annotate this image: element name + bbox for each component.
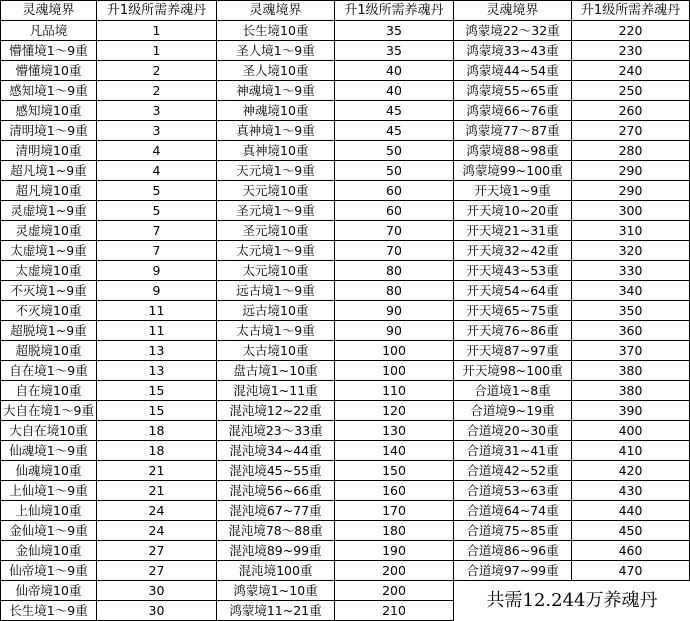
realm-cell: 清明境1〜9重 [1,121,97,141]
pills-cell: 3 [97,101,217,121]
realm-cell: 上仙境1〜9重 [1,481,97,501]
table-row [1,541,690,561]
table-row [1,521,690,541]
pills-cell: 130 [335,421,454,441]
pills-cell: 200 [335,561,454,581]
table-row [1,501,690,521]
pills-cell: 40 [335,61,454,81]
realm-cell: 仙魂境1〜9重 [1,441,97,461]
pills-cell: 330 [572,261,690,281]
pills-cell: 50 [335,161,454,181]
pills-cell: 80 [335,261,454,281]
realm-cell: 开天境21~31重 [454,221,572,241]
pills-cell: 290 [572,181,690,201]
pills-cell: 7 [97,241,217,261]
realm-cell: 合道境42~52重 [454,461,572,481]
realm-cell: 懵懂境10重 [1,61,97,81]
realm-cell: 鸿蒙境44~54重 [454,61,572,81]
realm-cell: 鸿蒙境22〜32重 [454,21,572,41]
pills-cell: 280 [572,141,690,161]
pills-cell: 440 [572,501,690,521]
pills-cell: 13 [97,341,217,361]
pills-cell: 250 [572,81,690,101]
table-row [1,121,690,141]
pills-cell: 160 [335,481,454,501]
realm-cell: 混沌境78〜88重 [217,521,335,541]
realm-cell: 真神境1〜9重 [217,121,335,141]
pills-cell: 9 [97,281,217,301]
pills-cell: 420 [572,461,690,481]
realm-cell: 鸿蒙境11~21重 [217,601,335,621]
pills-cell: 70 [335,241,454,261]
realm-cell: 鸿蒙境66~76重 [454,101,572,121]
header-pills: 升1级所需养魂丹 [335,1,454,21]
table-row [1,221,690,241]
realm-cell: 混沌境23〜33重 [217,421,335,441]
realm-cell: 仙帝境1〜9重 [1,561,97,581]
table-row [1,361,690,381]
pills-cell: 70 [335,221,454,241]
realm-cell: 开天境32~42重 [454,241,572,261]
realm-cell: 合道境86~96重 [454,541,572,561]
realm-cell: 清明境10重 [1,141,97,161]
pills-cell: 7 [97,221,217,241]
pills-cell: 15 [97,381,217,401]
pills-cell: 1 [97,21,217,41]
pills-cell: 230 [572,41,690,61]
realm-cell: 超脱境1~9重 [1,321,97,341]
pills-cell: 240 [572,61,690,81]
realm-cell: 开天境54~64重 [454,281,572,301]
realm-cell: 鸿蒙境55~65重 [454,81,572,101]
realm-cell: 自在境10重 [1,381,97,401]
realm-cell: 合道境20~30重 [454,421,572,441]
pills-cell: 270 [572,121,690,141]
pills-cell: 30 [97,601,217,621]
pills-cell: 380 [572,381,690,401]
pills-cell: 450 [572,521,690,541]
realm-cell: 混沌境34~44重 [217,441,335,461]
realm-cell: 感知境10重 [1,101,97,121]
realm-cell: 灵虚境10重 [1,221,97,241]
realm-cell: 混沌境67~77重 [217,501,335,521]
header-row [1,1,690,21]
pills-cell: 260 [572,101,690,121]
realm-cell: 太虚境1~9重 [1,241,97,261]
table-row [1,101,690,121]
realm-cell: 圣人境1〜9重 [217,41,335,61]
pills-cell: 170 [335,501,454,521]
pills-cell: 5 [97,201,217,221]
realm-cell: 仙魂境10重 [1,461,97,481]
pills-cell: 27 [97,561,217,581]
table-row [1,281,690,301]
realm-cell: 混沌境89~99重 [217,541,335,561]
realm-cell: 合道境53~63重 [454,481,572,501]
pills-cell: 4 [97,161,217,181]
pills-cell: 180 [335,521,454,541]
pills-cell: 110 [335,381,454,401]
pills-cell: 35 [335,41,454,61]
realm-cell: 神魂境10重 [217,101,335,121]
pills-cell: 1 [97,41,217,61]
pills-cell: 150 [335,461,454,481]
pills-cell: 15 [97,401,217,421]
realm-cell: 上仙境10重 [1,501,97,521]
realm-cell: 金仙境1〜9重 [1,521,97,541]
pills-cell: 320 [572,241,690,261]
pills-cell: 40 [335,81,454,101]
realm-cell: 自在境1〜9重 [1,361,97,381]
table-row [1,21,690,41]
pills-cell: 400 [572,421,690,441]
pills-cell: 90 [335,301,454,321]
table-row [1,421,690,441]
realm-cell: 圣元境1〜9重 [217,201,335,221]
realm-cell: 合道境9~19重 [454,401,572,421]
pills-cell: 310 [572,221,690,241]
header-realm: 灵魂境界 [454,1,572,21]
table-row [1,461,690,481]
table-row [1,181,690,201]
realm-cell: 合道境97~99重 [454,561,572,581]
pills-cell: 45 [335,101,454,121]
table-row [1,161,690,181]
realm-cell: 鸿蒙境33~43重 [454,41,572,61]
table-row [1,321,690,341]
realm-cell: 开天境87~97重 [454,341,572,361]
pills-cell: 350 [572,301,690,321]
realm-cell: 凡品境 [1,21,97,41]
realm-cell: 开天境65~75重 [454,301,572,321]
realm-cell: 混沌境100重 [217,561,335,581]
realm-cell: 太元境10重 [217,261,335,281]
realm-cell: 合道境1~8重 [454,381,572,401]
realm-cell: 神魂境1〜9重 [217,81,335,101]
pills-cell: 21 [97,481,217,501]
realm-cell: 远古境10重 [217,301,335,321]
realm-cell: 合道境64~74重 [454,501,572,521]
realm-cell: 超凡境1~9重 [1,161,97,181]
realm-cell: 开天境98~100重 [454,361,572,381]
header-realm: 灵魂境界 [1,1,97,21]
realm-cell: 金仙境10重 [1,541,97,561]
realm-cell: 开天境43~53重 [454,261,572,281]
pills-cell: 30 [97,581,217,601]
realm-cell: 盘古境1~10重 [217,361,335,381]
realm-cell: 圣人境10重 [217,61,335,81]
realm-cell: 懵懂境1〜9重 [1,41,97,61]
realm-cell: 开天境1~9重 [454,181,572,201]
pills-cell: 18 [97,441,217,461]
pills-cell: 2 [97,61,217,81]
pills-cell: 11 [97,321,217,341]
realm-cell: 合道境75~85重 [454,521,572,541]
header-realm: 灵魂境界 [217,1,335,21]
pills-cell: 430 [572,481,690,501]
realm-cell: 太元境1〜9重 [217,241,335,261]
pills-cell: 2 [97,81,217,101]
pills-cell: 200 [335,581,454,601]
table-row [1,81,690,101]
pills-cell: 140 [335,441,454,461]
pills-cell: 18 [97,421,217,441]
realm-cell: 开天境10~20重 [454,201,572,221]
pills-cell: 210 [335,601,454,621]
pills-cell: 50 [335,141,454,161]
pills-cell: 100 [335,341,454,361]
pills-cell: 460 [572,541,690,561]
realm-cell: 真神境10重 [217,141,335,161]
pills-cell: 370 [572,341,690,361]
table-row [1,301,690,321]
pills-cell: 300 [572,201,690,221]
realm-cell: 太古境10重 [217,341,335,361]
header-pills: 升1级所需养魂丹 [97,1,217,21]
table-row [1,141,690,161]
pills-cell: 4 [97,141,217,161]
table-row [1,261,690,281]
pills-cell: 60 [335,181,454,201]
realm-cell: 远古境1〜9重 [217,281,335,301]
pills-cell: 190 [335,541,454,561]
pills-cell: 390 [572,401,690,421]
pills-cell: 90 [335,321,454,341]
table-row [1,401,690,421]
realm-cell: 太虚境10重 [1,261,97,281]
table-row [1,381,690,401]
pills-cell: 21 [97,461,217,481]
pills-cell: 9 [97,261,217,281]
pills-cell: 3 [97,121,217,141]
pills-cell: 13 [97,361,217,381]
table-row [1,41,690,61]
realm-cell: 混沌境45~55重 [217,461,335,481]
table-row [1,481,690,501]
realm-cell: 长生境10重 [217,21,335,41]
header-pills: 升1级所需养魂丹 [572,1,690,21]
realm-cell: 鸿蒙境1~10重 [217,581,335,601]
table-row [1,561,690,581]
table-row [1,341,690,361]
realm-cell: 圣元境10重 [217,221,335,241]
pills-cell: 5 [97,181,217,201]
pills-cell: 470 [572,561,690,581]
realm-cell: 鸿蒙境99~100重 [454,161,572,181]
realm-cell: 大自在境10重 [1,421,97,441]
table-row [1,441,690,461]
realm-cell: 开天境76~86重 [454,321,572,341]
pills-cell: 340 [572,281,690,301]
pills-cell: 60 [335,201,454,221]
total-note: 共需12.244万养魂丹 [486,590,658,611]
pills-cell: 27 [97,541,217,561]
pills-cell: 35 [335,21,454,41]
realm-cell: 混沌境1~11重 [217,381,335,401]
realm-cell: 合道境31~41重 [454,441,572,461]
pills-cell: 380 [572,361,690,381]
pills-cell: 220 [572,21,690,41]
pills-cell: 11 [97,301,217,321]
realm-cell: 仙帝境10重 [1,581,97,601]
realm-cell: 大自在境1〜9重 [1,401,97,421]
table-row [1,61,690,81]
realm-cell: 灵虚境1~9重 [1,201,97,221]
realm-cell: 超凡境10重 [1,181,97,201]
realm-cell: 不灭境1~9重 [1,281,97,301]
realm-cell: 混沌境12~22重 [217,401,335,421]
pills-cell: 120 [335,401,454,421]
table-row [1,201,690,221]
pills-cell: 100 [335,361,454,381]
realm-cell: 太古境1〜9重 [217,321,335,341]
realm-cell: 超脱境10重 [1,341,97,361]
pills-cell: 45 [335,121,454,141]
pills-cell: 24 [97,521,217,541]
pills-cell: 360 [572,321,690,341]
realm-cell: 不灭境10重 [1,301,97,321]
realm-cell: 感知境1〜9重 [1,81,97,101]
realm-cell: 鸿蒙境77〜87重 [454,121,572,141]
table-row [1,241,690,261]
pills-cell: 410 [572,441,690,461]
pills-cell: 290 [572,161,690,181]
realm-cell: 混沌境56~66重 [217,481,335,501]
realm-cell: 鸿蒙境88~98重 [454,141,572,161]
pills-cell: 80 [335,281,454,301]
pills-cell: 24 [97,501,217,521]
realm-cell: 长生境1〜9重 [1,601,97,621]
realm-cell: 天元境10重 [217,181,335,201]
realm-cell: 天元境1〜9重 [217,161,335,181]
